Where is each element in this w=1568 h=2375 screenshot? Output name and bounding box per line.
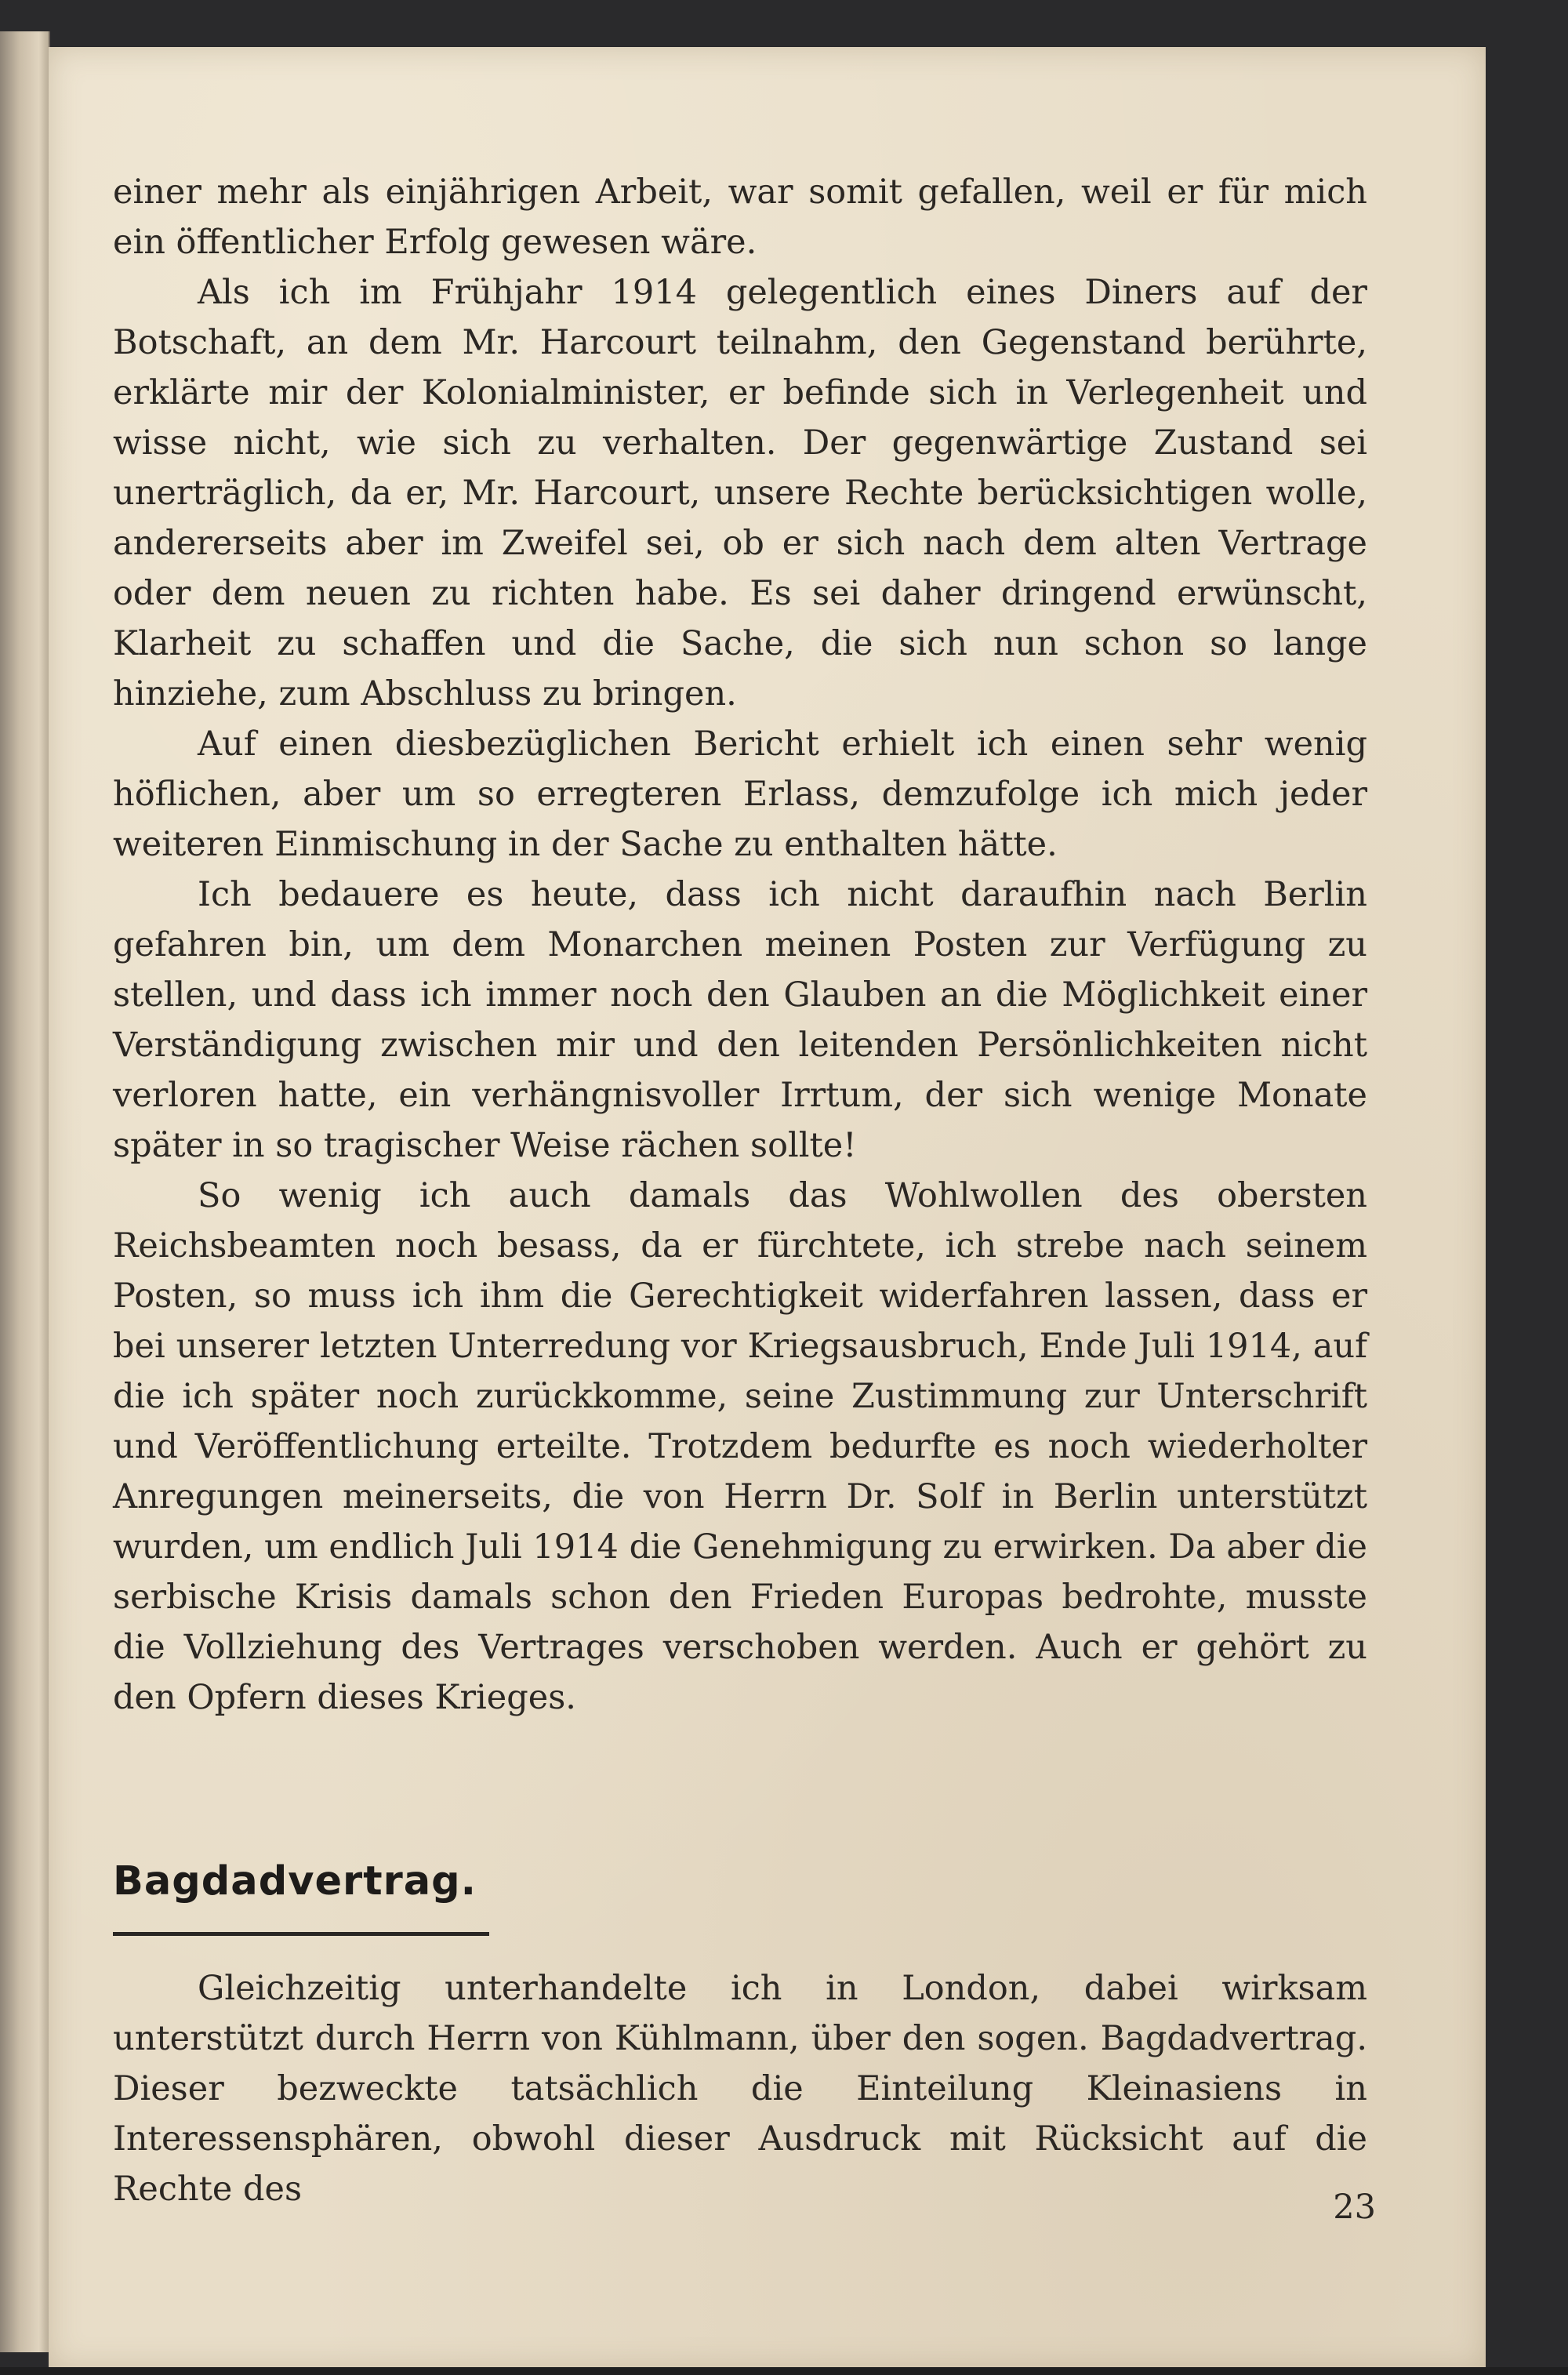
page-number: 23 (1333, 2188, 1376, 2227)
section-heading: Bagdadvertrag. (113, 1858, 477, 1905)
facing-page-edge (0, 31, 50, 2352)
paragraph-continuation: einer mehr als einjährigen Arbeit, war somit gefallen, weil er für mich ein öffentlicher Erfolg gewesen wäre. (113, 172, 1367, 262)
paragraph: Ich bedauere es heute, dass ich nicht daraufhin nach Berlin gefahren bin, um dem Monarchen meinen Posten zur Verfügung zu stellen, und dass ich immer noch den Glauben an die Möglichkeit einer Verständigung zwischen mir und den leitenden Persönlichkeiten nicht verloren hatte, ein verhängnisvoller Irrtum, der sich wenige Monate später in so tragischer Weise rächen sollte! (113, 875, 1367, 1165)
body-text-top (113, 167, 1367, 1723)
book-page (49, 47, 1486, 2370)
paragraph: Als ich im Frühjahr 1914 gelegentlich eines Diners auf der Botschaft, an dem Mr. Harcourt teilnahm, den Gegenstand berührte, erklärte mir der Kolonialminister, er befinde sich in Verlegenheit und wisse nicht, wie sich zu verhalten. Der gegenwärtige Zustand sei unerträglich, da er, Mr. Harcourt, unsere Rechte berücksichtigen wolle, andererseits aber im Zweifel sei, ob er sich nach dem alten Vertrage oder dem neuen zu richten habe. Es sei daher dringend erwünscht, Klarheit zu schaffen und die Sache, die sich nun schon so lange hinziehe, zum Abschluss zu bringen. (113, 273, 1367, 714)
paragraph: So wenig ich auch damals das Wohlwollen des obersten Reichsbeamten noch besass, da er fürchtete, ich strebe nach seinem Posten, so muss ich ihm die Gerechtigkeit widerfahren lassen, dass er bei unserer letzten Unterredung vor Kriegsausbruch, Ende Juli 1914, auf die ich später noch zurückkomme, seine Zustimmung zur Unterschrift und Veröffentlichung erteilte. Trotzdem bedurfte es noch wiederholter Anregungen meinerseits, die von Herrn Dr. Solf in Berlin unterstützt wurden, um endlich Juli 1914 die Genehmigung zu erwirken. Da aber die serbische Krisis damals schon den Frieden Europas bedrohte, musste die Vollziehung des Vertrages verschoben werden. Auch er gehört zu den Opfern dieses Krieges. (113, 1176, 1367, 1717)
paragraph: Auf einen diesbezüglichen Bericht erhielt ich einen sehr wenig höflichen, aber um so erregteren Erlass, demzufolge ich mich jeder weiteren Einmischung in der Sache zu enthalten hätte. (113, 724, 1367, 864)
paragraph: Gleichzeitig unterhandelte ich in London, dabei wirksam unterstützt durch Herrn von Kühlmann, über den sogen. Bagdadvertrag. Dieser bezweckte tatsächlich die Einteilung Kleinasiens in Interessensphären, obwohl dieser Ausdruck mit Rücksicht auf die Rechte des (113, 1969, 1367, 2209)
scan-bottom-edge (0, 2367, 1568, 2375)
heading-underline (113, 1932, 489, 1936)
body-text-bottom (113, 1963, 1367, 2214)
